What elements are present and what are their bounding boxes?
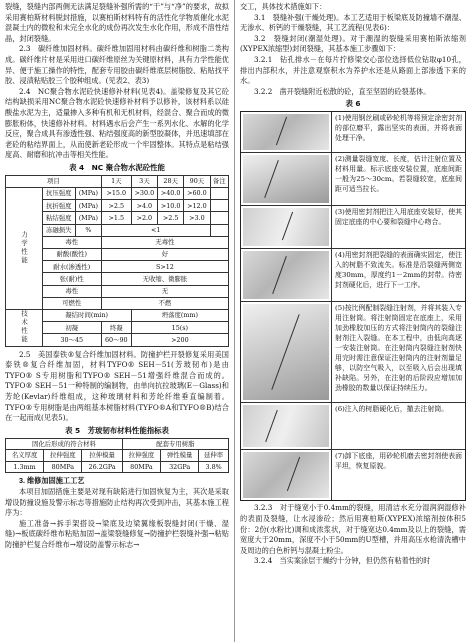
t5-cell: 1.3mm (6, 461, 44, 473)
t4-row-unit: (MPa) (75, 188, 101, 200)
t6-step-text: (2)测量裂缝宽度、长度，估计注射位置及材料用量。标示底座安装位置，底座间距一般为25～30cm。若裂缝较宽，底座间距可适当拉长。 (335, 155, 462, 194)
t5-cell: 80MPa (44, 461, 82, 473)
t4-row-name: 抗压强度 (42, 188, 75, 200)
paragraph-3: 本项目加固措施主要是对现有缺陷进行加固恢复为主，其次是采取增设防撞设施及警示标志等措施防止结构再次受到冲击，其基本施工程序为： (5, 487, 229, 518)
table-6 (240, 111, 466, 501)
t4-cell: 无毒性 (101, 236, 228, 248)
table-5 (5, 438, 229, 474)
t6-step-text: (3)使用密封剂把注入用底座安装好，使其固定底座的中心要和裂缝中心吻合。 (335, 208, 462, 227)
paragraph-continued: 交工，具体技术措施如下： (240, 2, 327, 11)
t4-row-name: 耐水(渗透性) (42, 261, 101, 273)
t4-cell: 60～90 (101, 334, 131, 346)
t4-row-name: 可燃性 (42, 297, 101, 309)
t4-cell: 好 (101, 249, 228, 261)
t4-header-project: 项目 (6, 175, 102, 187)
t5-header-resin: 配套专用树脂 (122, 438, 228, 450)
t4-cell: <1 (101, 224, 210, 236)
t4-row-name: 冻融损失 (42, 224, 75, 236)
t4-header-1d: 1天 (101, 175, 131, 187)
t4-cell-empty (210, 188, 228, 200)
t5-cell: 32GPa (161, 461, 199, 473)
t6-photo (241, 450, 332, 500)
t5-cell: 3.8% (199, 461, 229, 473)
t4-cell: >4.0 (131, 200, 157, 212)
paragraph-3-1: 3.1 裂缝补强(干燥处理)。本工艺适用于板梁底及防撞墙不潮湿、无渗水、析钙的干燥裂缝，其工艺流程(见表6)： (240, 12, 466, 33)
t4-cell: 无收缩、微膨胀 (101, 273, 228, 285)
t6-step-text: (7)卸下底座，用砂轮机磨去密封剂使表面平坦，恢复原貌。 (335, 452, 462, 471)
t4-cell: >200 (131, 334, 228, 346)
paragraph-intro: 裂缝，裂缝内部两侧无法满足裂缝补强所需的“干”与“净”的要求，故拟采用赛柏斯材料脱封措施，以赛柏斯材料特有的活性化学物质催化水泥混凝土内的微粒和未完全水化的成份再次发生水化作用，形成不溶性结晶，封闭裂缝。 (5, 2, 229, 43)
t5-col-header: 弹性模量 (161, 450, 199, 462)
t5-header-cured: 固化后形成的符合材料 (6, 438, 123, 450)
t4-cell: S>12 (101, 261, 228, 273)
t6-photo (241, 153, 332, 205)
t5-col-header: 名义厚度 (6, 450, 44, 462)
t4-row-name: 耐酸(酸性) (42, 249, 101, 261)
t4-row-name: 凝结时间(min) (42, 309, 131, 321)
paragraph-3-2-1: 3.2.1 钻孔排水－在每片拧修梁交心部位选择低位钻取φ10孔，排出内部积水，并注意观察积水为养护水还是从路面上部渗透下来的水。 (240, 54, 466, 86)
table-4-title: 表 4 NC 聚合物水泥砼性能 (69, 162, 165, 172)
t5-col-header: 延伸率 (199, 450, 229, 462)
t4-cell-empty (210, 212, 228, 224)
t6-row (241, 450, 465, 500)
t6-step-text: (6)注入的树脂硬化后，撤去注射筒。 (335, 405, 449, 414)
t4-cell: 初凝 (42, 322, 101, 334)
t4-cell: >2.5 (101, 200, 131, 212)
t4-row-unit: % (75, 224, 101, 236)
paragraph-3-2-2: 3.2.2 凿开裂缝附近松散的砼，直至坚固的砼裂基体。 (254, 86, 431, 96)
t6-row (241, 302, 465, 403)
t4-row-name: 毒性 (42, 285, 101, 297)
t5-col-header: 拉伸模量 (82, 450, 122, 462)
t6-row (241, 153, 465, 206)
t6-step-text: (4)用密封剂把裂缝的表面确实固定，使注入的树脂不致流失。标准是沿裂缝两侧宽度30mm，厚度约1－2mm的封带。待密封剂硬化后，进行下一工序。 (335, 251, 462, 290)
t4-cell-empty (210, 224, 228, 236)
t6-row (241, 112, 465, 153)
t6-photo (241, 249, 332, 301)
paragraph-2-5: 2.5 美国泰铁®复合纤维加固材料。防撞护栏开裂修复采用美国泰铁®复合纤维加固，材料TYFO® SEH－51(芳玻韧布)是由TYFO® S专用树脂和TYFO® SEH－51增强纤维混合而成的。TYFO® SEH－51一种特制的编制物，由单向抗拉玻璃(E－Glass)和芳纶(Kevlar)纤维组成，这种玻璃材料和芳纶纤维垂直编制着。TYFO®专用树脂是由两组基本树脂材料(TYFO®A和TYFO®B)结合在一起而成(见表5)。 (5, 349, 229, 423)
t4-cell: >15.0 (101, 188, 131, 200)
table-5-title: 表 5 芳玻韧布材料性能指标表 (65, 425, 169, 435)
t4-row-name: 抗折强度 (42, 200, 75, 212)
paragraph-3-2-4: 3.2.4 当实案涂层干燥约十分钟，但仍然有粘着性的时 (254, 556, 431, 566)
t4-row-name: 毒性 (42, 236, 101, 248)
t6-photo (241, 302, 332, 402)
t6-step-text: (5)按比例配制裂缝注射剂，并将其装入专用注射筒。将注射筒固定在底座上，采用加劲橡胶加压的方式将注射筒内的裂缝注射剂注入裂缝。在本工程中，由低向高逐一安装注射筒。在注射筒内裂缝注射剂快用完时需注意保证注射筒内的注射剂量足够，以防空气吸入，以至吸入后会出现填补缺陷。另外，在注射的后阶段应增加加劲橡胶的数量以保证持续压力。 (335, 304, 462, 393)
paragraph-3-2: 3.2 裂缝封闭(潮湿处理)。对于潮湿的裂缝采用赛柏斯浓缩剂(XYPEX浓缩型)封闭裂缝，其基本施工步骤如下： (240, 33, 466, 54)
t6-photo (241, 206, 332, 248)
t4-header-3d: 3天 (131, 175, 157, 187)
t4-group-mechanical: 力学性能 (6, 188, 43, 310)
t4-cell: >60.0 (184, 188, 210, 200)
t4-header-90d: 90天 (184, 175, 210, 187)
t4-cell: >40.0 (158, 188, 184, 200)
t4-cell: 15(s) (131, 322, 228, 334)
t4-header-note: 备注 (210, 175, 228, 187)
left-column (5, 2, 229, 551)
table-4 (5, 175, 229, 347)
t4-cell: >12.0 (184, 200, 210, 212)
t4-cell: >2.0 (131, 212, 157, 224)
t5-col-header: 拉伸强度 (122, 450, 160, 462)
t4-row-name: 坍落度(mm) (131, 309, 228, 321)
t6-row (241, 403, 465, 450)
paragraph-2-4: 2.4 NC聚合物水泥砼快速修补材料(见表4)。盖梁修复及其它砼结构缺损采用NC聚合物水泥砼快速修补材料予以修补，该材料系以硅酸盐水泥为主，适量掺入多种有机和无机材料，经混合、聚合而成的微膨胀粉体，快速修补材料。材料遇水后会产生一系列水化、水解的化学反应，聚合成具有渗透性强、粘结强度高的新型胶凝体，并迅速填部在老砼的粘结界面上，从而使新老砼形成一个牢固整体。其特点是粘结强度高、耐磨和抗冲击等相关性能。 (5, 86, 229, 160)
t6-step-text: (1)使用钢丝刷或砂轮机等将预定涂密封剂的部位磨平，露出坚实的表面，并将表面处理干净。 (335, 114, 462, 143)
t4-cell: >2.5 (158, 212, 184, 224)
t4-cell: 30～45 (42, 334, 101, 346)
t4-cell: >30.0 (131, 188, 157, 200)
right-column (240, 2, 466, 567)
t4-row-unit: (MPa) (75, 200, 101, 212)
t4-group-technical: 技术性能 (6, 309, 43, 346)
t6-row (241, 249, 465, 302)
t5-cell: 80MPa (122, 461, 160, 473)
table-6-title: 表 6 (345, 99, 361, 109)
t5-cell: 26.2GPa (82, 461, 122, 473)
t6-photo (241, 112, 332, 152)
column-divider (234, 0, 235, 642)
t5-col-header: 拉伸强度 (44, 450, 82, 462)
t4-row-unit: (MPa) (75, 212, 101, 224)
t6-photo (241, 403, 332, 449)
t4-cell: >3.0 (184, 212, 210, 224)
t4-cell: 终凝 (101, 322, 131, 334)
t4-row-name: 张(耐)性 (42, 273, 101, 285)
paragraph-2-3: 2.3 碳纤维加固材料。碳纤维加固用材料由碳纤维和树脂二类构成。碳纤维片材是采用进口碳纤维原丝为关键原材料，具有力学性能优异、便于施工操作的特性，配套专用胶由碳纤维底层树脂胶、粘贴找平胶、浸渍粘贴胶三个胶种组成。(见表2、表3) (5, 44, 229, 86)
t4-cell: >10.0 (158, 200, 184, 212)
t4-row-name: 粘结强度 (42, 212, 75, 224)
t4-cell: 无 (101, 285, 228, 297)
paragraph-3-2-3: 3.2.3 对于缝宽小于0.4mm的裂缝，用清洁水充分湿润润湿修补的表面及裂缝，让水浸渗砼；然后用赛柏斯(XYPEX)浓缩剂按体积5份：2份(水粉比)调和成浓浆状，对于缝宽达0.4mm及以上的裂缝，需宽度大于20mm，深度不小于50mm的U型槽，并用高压水枪清洗槽中及周边的白色析钙与混凝土粉尘。 (240, 503, 466, 555)
t4-cell: >1.5 (101, 212, 131, 224)
t4-cell: 不燃 (101, 297, 228, 309)
section-3-heading: 3. 维修加固施工工艺 (19, 476, 85, 486)
t4-header-28d: 28天 (158, 175, 184, 187)
t6-row (241, 206, 465, 249)
paragraph-3-procedure: 施工准备→拆手架搭设→梁底及边梁翼缘板裂缝封闭(干燥、湿缝)→板底碳纤维布粘贴加固→盖梁裂缝修复→防撞护栏裂缝补强→粘贴防撞护栏复合纤维布→增设防盖警示标志→ (5, 518, 229, 550)
t4-cell-empty (210, 200, 228, 212)
